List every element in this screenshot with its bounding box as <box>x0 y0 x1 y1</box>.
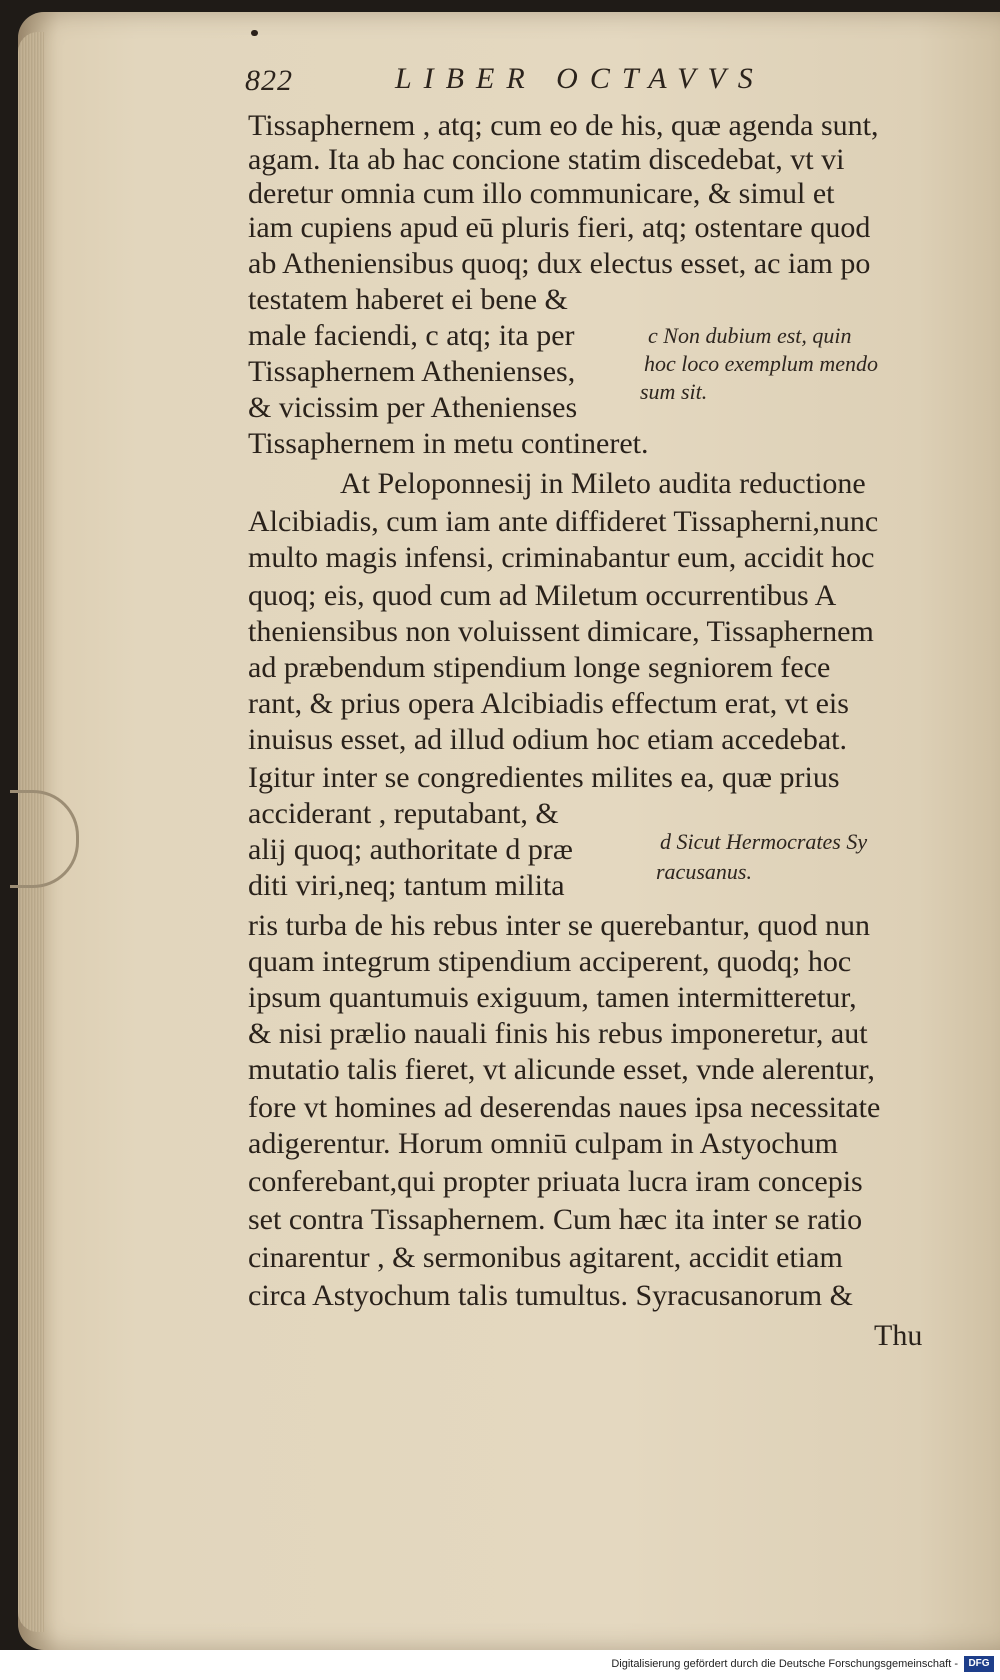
text-line: fore vt homines ad deserendas naues ipsa necessitate <box>248 1091 881 1124</box>
running-head: LIBER OCTAVVS <box>395 62 765 95</box>
text-line: Tissaphernem Athenienses, <box>248 355 576 388</box>
text-line: Igitur inter se congredientes milites ea, quæ prius <box>248 761 840 794</box>
text-line: iam cupiens apud eū pluris fieri, atq; ostentare quod <box>248 211 871 244</box>
text-line: agam. Ita ab hac concione statim discedebat, vt vi <box>248 143 845 176</box>
text-line: alij quoq; authoritate d præ <box>248 833 573 866</box>
funding-credit: Digitalisierung gefördert durch die Deutsche Forschungsgemeinschaft - <box>611 1658 958 1670</box>
text-line: ipsum quantumuis exiguum, tamen intermitteretur, <box>248 981 857 1014</box>
text-line: male faciendi, c atq; ita per <box>248 319 575 352</box>
margin-note-c: c Non dubium est, quin <box>648 323 852 348</box>
text-line: acciderant , reputabant, & <box>248 797 559 830</box>
margin-note-d: racusanus. <box>656 859 752 884</box>
text-line: circa Astyochum talis tumultus. Syracusanorum & <box>248 1279 853 1312</box>
text-line: rant, & prius opera Alcibiadis effectum erat, vt eis <box>248 687 849 720</box>
text-line: quam integrum stipendium acciperent, quodq; hoc <box>248 945 852 978</box>
ink-dot <box>251 30 258 36</box>
text-line: theniensibus non voluissent dimicare, Tissaphernem <box>248 615 874 648</box>
text-line: & nisi prælio nauali finis his rebus imponeretur, aut <box>248 1017 868 1050</box>
text-line: conferebant,qui propter priuata lucra iram concepis <box>248 1165 863 1198</box>
text-line: Alcibiadis, cum iam ante diffideret Tissapherni,nunc <box>248 505 879 538</box>
text-line: multo magis infensi, criminabantur eum, accidit hoc <box>248 541 875 574</box>
footer-bar <box>0 1650 1000 1680</box>
text-line: At Peloponnesij in Mileto audita reductione <box>340 467 866 500</box>
text-line: diti viri,neq; tantum milita <box>248 869 565 902</box>
text-line: quoq; eis, quod cum ad Miletum occurrentibus A <box>248 579 837 612</box>
text-line: Tissaphernem in metu contineret. <box>248 427 649 460</box>
text-line: ris turba de his rebus inter se querebantur, quod nun <box>248 909 870 942</box>
margin-note-c: sum sit. <box>640 379 708 404</box>
text-line: set contra Tissaphernem. Cum hæc ita inter se ratio <box>248 1203 863 1236</box>
text-line: & vicissim per Athenienses <box>248 391 578 424</box>
text-line: deretur omnia cum illo communicare, & simul et <box>248 177 835 210</box>
page-clip <box>10 790 79 888</box>
margin-note-c: hoc loco exemplum mendo <box>644 351 878 376</box>
text-line: cinarentur , & sermonibus agitarent, accidit etiam <box>248 1241 843 1274</box>
text-line: ad præbendum stipendium longe segniorem fece <box>248 651 831 684</box>
page-header <box>245 60 945 104</box>
text-line: Thu <box>874 1319 923 1352</box>
text-line: ab Atheniensibus quoq; dux electus esset, ac iam po <box>248 247 871 280</box>
margin-note-d: d Sicut Hermocrates Sy <box>660 829 868 854</box>
page-number: 822 <box>245 64 293 97</box>
text-line: mutatio talis fieret, vt alicunde esset, vnde alerentur, <box>248 1053 875 1086</box>
text-line: adigerentur. Horum omniū culpam in Astyochum <box>248 1127 838 1160</box>
dfg-logo: DFG <box>964 1656 994 1672</box>
text-line: Tissaphernem , atq; cum eo de his, quæ agenda sunt, <box>248 109 879 142</box>
text-line: inuisus esset, ad illud odium hoc etiam accedebat. <box>248 723 848 756</box>
text-line: testatem haberet ei bene & <box>248 283 568 316</box>
